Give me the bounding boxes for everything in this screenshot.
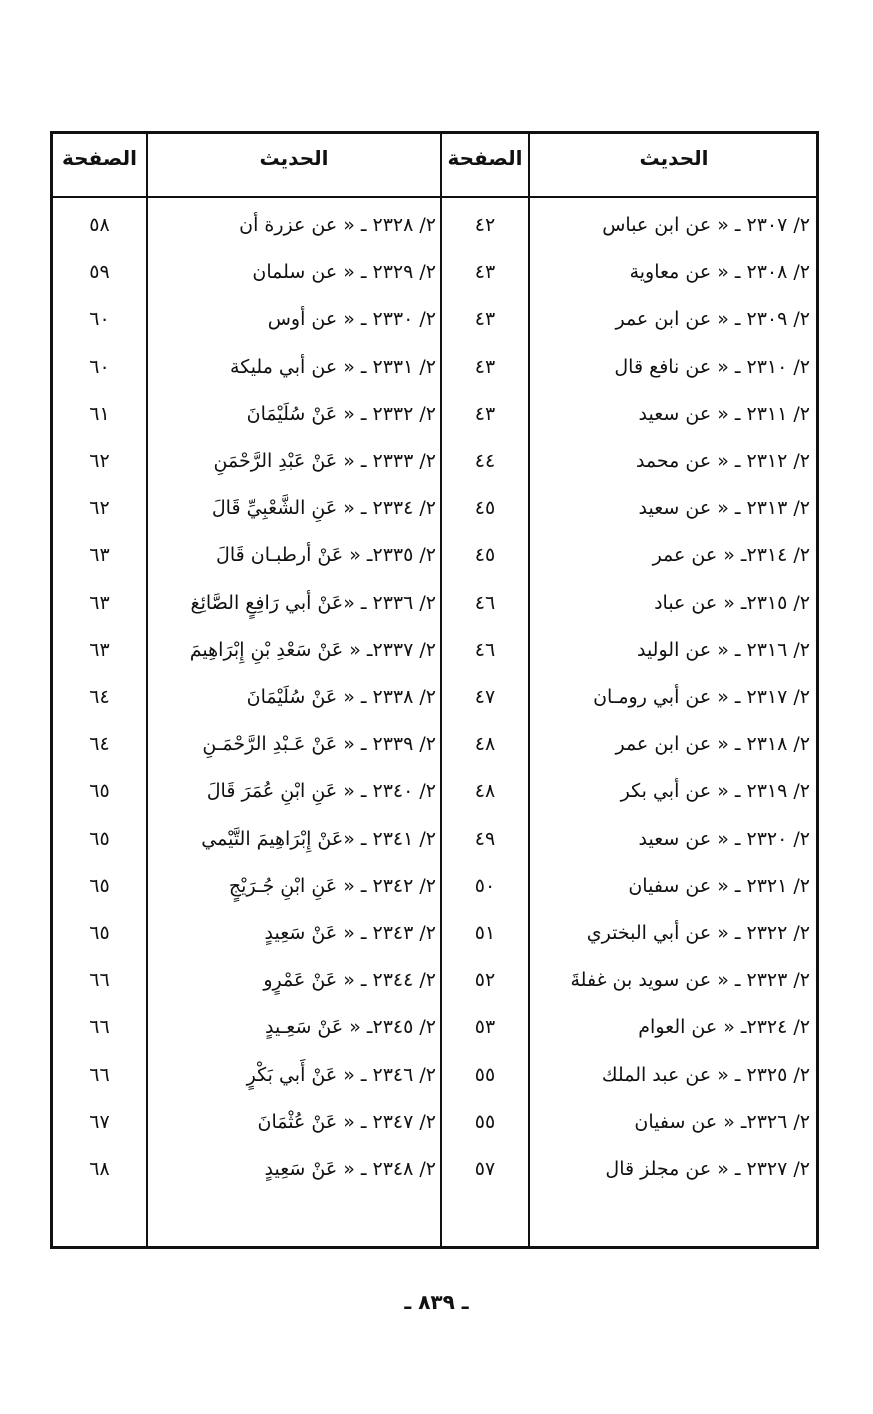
page-cell: ٦٣: [89, 544, 110, 567]
hadith-cell: ٢/ ٢٣٣٧ـ « عَنْ سَعْدِ بْنِ إِبْرَاهِيمَ: [189, 638, 436, 661]
hadith-cell: ٢/ ٢٣١٤ـ « عن عمر: [652, 544, 810, 567]
hadith-cell: ٢/ ٢٣٣٣ ـ « عَنْ عَبْدِ الرَّحْمَنِ: [213, 450, 436, 472]
hadith-cell: ٢/ ٢٣٤٣ ـ « عَنْ سَعِيدٍ: [264, 922, 436, 944]
page-cell: ٤٨: [474, 733, 496, 756]
page-cell: ٦٠: [89, 308, 110, 331]
table-row: [53, 532, 816, 579]
hadith-cell: ٢/ ٢٣٢١ ـ « عن سفيان: [628, 874, 810, 897]
table-row: [53, 1004, 816, 1051]
hadith-cell: ٢/ ٢٣٢٧ ـ « عن مجلز قال: [605, 1158, 810, 1180]
page-cell: ٥٠: [474, 874, 496, 897]
page-cell: ٤٧: [474, 686, 496, 708]
table-row: [53, 1099, 816, 1146]
table-row: [53, 391, 816, 438]
table-row: [53, 485, 816, 532]
page-cell: ٤٤: [474, 450, 496, 472]
page-cell: ٤٣: [474, 308, 496, 331]
hadith-cell: ٢/ ٢٣٠٨ ـ « عن معاوية: [629, 261, 810, 284]
hadith-cell: ٢/ ٢٣٤٤ ـ « عَنْ عَمْرٍو: [263, 969, 436, 992]
table-row: [53, 249, 816, 296]
table-row: [53, 296, 816, 343]
hadith-cell: ٢/ ٢٣٢٦ـ « عن سفيان: [634, 1110, 810, 1133]
table-row: [53, 1146, 816, 1193]
page-cell: ٦٢: [89, 497, 110, 520]
hadith-cell: ٢/ ٢٣٠٧ ـ « عن ابن عباس: [602, 214, 810, 236]
page-cell: ٥٥: [474, 1063, 496, 1086]
hadith-cell: ٢/ ٢٣٣١ ـ « عن أبي مليكة: [230, 355, 436, 378]
hadith-cell: ٢/ ٢٣٤٧ ـ « عَنْ عُثْمَانَ: [257, 1110, 436, 1133]
table-row: [53, 627, 816, 674]
hadith-cell: ٢/ ٢٣١٩ ـ « عن أبي بكر: [620, 780, 810, 803]
table-row: [53, 768, 816, 815]
page-cell: ٦٥: [89, 922, 110, 944]
hadith-cell: ٢/ ٢٣١٢ ـ « عن محمد: [635, 450, 810, 472]
table-row: [53, 580, 816, 627]
table-row: [53, 957, 816, 1004]
table-row: [53, 910, 816, 957]
hadith-cell: ٢/ ٢٣٢٨ ـ « عن عزرة أن: [239, 214, 436, 236]
hadith-cell: ٢/ ٢٣٤٨ ـ « عَنْ سَعِيدٍ: [264, 1158, 436, 1180]
page-cell: ٤٩: [474, 827, 496, 850]
page-cell: ٤٥: [474, 544, 496, 567]
hadith-cell: ٢/ ٢٣٠٩ ـ « عن ابن عمر: [615, 308, 810, 331]
page-cell: ٦٥: [89, 874, 110, 897]
hadith-cell: ٢/ ٢٣٣٦ ـ «عَنْ أبي رَافِعٍ الصَّائِغ: [190, 591, 436, 614]
page-cell: ٦٧: [89, 1110, 110, 1133]
page-cell: ٤٨: [474, 780, 496, 803]
table-row: [53, 202, 816, 249]
page-cell: ٦٠: [89, 355, 110, 378]
page-cell: ٥٣: [474, 1016, 496, 1039]
hadith-cell: ٢/ ٢٣٣٠ ـ « عن أوس: [267, 308, 436, 331]
page-cell: ٦٦: [89, 1016, 110, 1039]
page-cell: ٥١: [474, 922, 496, 944]
page-cell: ٦٤: [89, 686, 110, 708]
table-row: [53, 863, 816, 910]
page-cell: ٦٣: [89, 638, 110, 661]
hadith-cell: ٢/ ٢٣١٧ ـ « عن أبي رومـان: [593, 686, 810, 708]
page-cell: ٤٦: [474, 638, 496, 661]
table-row: [53, 438, 816, 485]
page-cell: ٥٢: [474, 969, 496, 992]
hadith-cell: ٢/ ٢٣٤٠ ـ « عَنِ ابْنِ عُمَرَ قَالَ: [206, 780, 436, 803]
table-row: [53, 721, 816, 768]
page-cell: ٤٣: [474, 355, 496, 378]
index-table: [50, 131, 819, 1249]
page-cell: ٤٥: [474, 497, 496, 520]
page-cell: ٦١: [89, 402, 110, 425]
page-cell: ٦٢: [89, 450, 110, 472]
page-cell: ٦٣: [89, 591, 110, 614]
hadith-cell: ٢/ ٢٣٢٤ـ « عن العوام: [638, 1016, 810, 1039]
page-number: ـ ٨٣٩ ـ: [404, 1290, 469, 1314]
table-row: [53, 816, 816, 863]
hadith-cell: ٢/ ٢٣٣٢ ـ « عَنْ سُلَيْمَانَ: [246, 402, 436, 425]
hadith-cell: ٢/ ٢٣١٨ ـ « عن ابن عمر: [615, 733, 810, 756]
hadith-cell: ٢/ ٢٣٤٢ ـ « عَنِ ابْنِ جُـرَيْجٍ: [228, 874, 436, 897]
header-page-left: الصفحة: [61, 146, 137, 170]
hadith-cell: ٢/ ٢٣١١ ـ « عن سعيد: [638, 402, 810, 425]
table-row: [53, 1052, 816, 1099]
header-hadith-left: الحديث: [259, 146, 329, 170]
hadith-cell: ٢/ ٢٣٢٣ ـ « عن سويد بن غفلةَ: [570, 969, 810, 992]
hadith-cell: ٢/ ٢٣٤٥ـ « عَنْ سَعِـيدٍ: [265, 1016, 436, 1039]
hadith-cell: ٢/ ٢٣٢٠ ـ « عن سعيد: [638, 827, 810, 850]
page-cell: ٤٣: [474, 261, 496, 284]
page-cell: ٥٨: [89, 214, 110, 236]
header-divider: [53, 196, 816, 198]
page-cell: ٤٦: [474, 591, 496, 614]
hadith-cell: ٢/ ٢٣١٣ ـ « عن سعيد: [638, 497, 810, 520]
hadith-cell: ٢/ ٢٣٢٩ ـ « عن سلمان: [252, 261, 436, 284]
hadith-cell: ٢/ ٢٣٤٦ ـ « عَنْ أَبي بَكْرٍ: [246, 1063, 436, 1086]
hadith-cell: ٢/ ٢٣٣٥ـ « عَنْ أرطبـان قَالَ: [216, 544, 436, 567]
page-cell: ٥٩: [89, 261, 110, 284]
page-cell: ٤٢: [474, 214, 496, 236]
page-cell: ٦٤: [89, 733, 110, 756]
hadith-cell: ٢/ ٢٣١٥ـ « عن عباد: [654, 591, 810, 614]
page-cell: ٤٣: [474, 402, 496, 425]
hadith-cell: ٢/ ٢٣١٠ ـ « عن نافع قال: [614, 355, 810, 378]
hadith-cell: ٢/ ٢٣٢٢ ـ « عن أبي البختري: [586, 922, 810, 944]
page-cell: ٦٥: [89, 780, 110, 803]
hadith-cell: ٢/ ٢٣١٦ ـ « عن الوليد: [636, 638, 810, 661]
page-cell: ٥٥: [474, 1110, 496, 1133]
page-cell: ٦٨: [89, 1158, 110, 1180]
header-hadith-right: الحديث: [639, 146, 709, 170]
hadith-cell: ٢/ ٢٣٣٨ ـ « عَنْ سُلَيْمَانَ: [246, 686, 436, 708]
header-page-right: الصفحة: [447, 146, 523, 170]
hadith-cell: ٢/ ٢٣٢٥ ـ « عن عبد الملك: [601, 1063, 810, 1086]
page-cell: ٥٧: [474, 1158, 496, 1180]
page-cell: ٦٦: [89, 969, 110, 992]
page-cell: ٦٦: [89, 1063, 110, 1086]
hadith-cell: ٢/ ٢٣٣٩ ـ « عَنْ عَـبْدِ الرَّحْمَـنِ: [202, 733, 436, 756]
table-row: [53, 344, 816, 391]
page-cell: ٦٥: [89, 827, 110, 850]
hadith-cell: ٢/ ٢٣٣٤ ـ « عَنِ الشَّعْبِيِّ قَالَ: [211, 497, 436, 520]
table-row: [53, 674, 816, 721]
hadith-cell: ٢/ ٢٣٤١ ـ «عَنْ إِبْرَاهِيمَ التَّيْمي: [201, 827, 436, 850]
